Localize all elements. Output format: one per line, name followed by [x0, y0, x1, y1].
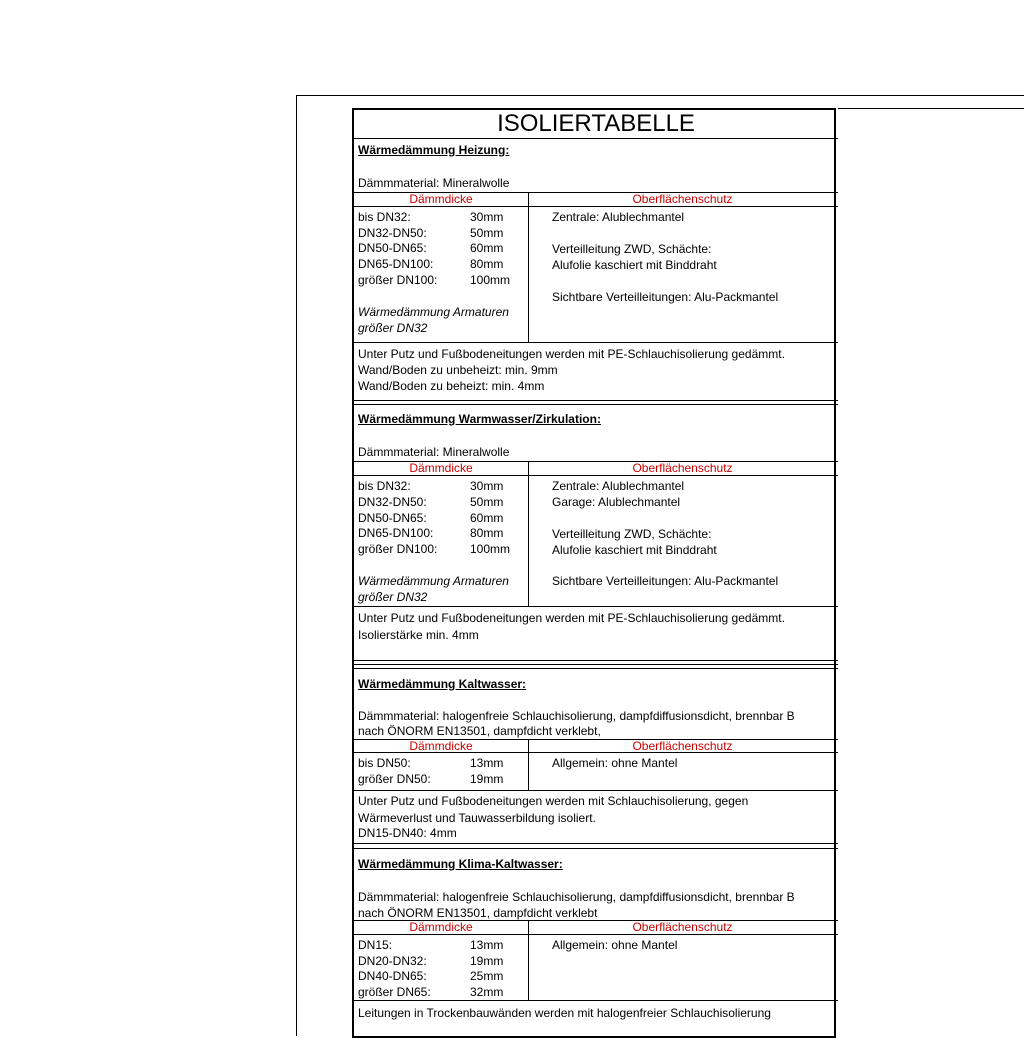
protection-text: Verteilleitung ZWD, Schächte: — [552, 242, 712, 256]
dn-range: DN32-DN50: — [358, 226, 427, 240]
col-header-protection: Oberflächenschutz — [632, 192, 733, 206]
divider — [354, 848, 838, 849]
thickness-value: 30mm — [470, 479, 504, 493]
dn-range: bis DN32: — [358, 210, 411, 224]
protection-text: Alufolie kaschiert mit Binddraht — [552, 258, 717, 272]
divider — [354, 660, 838, 661]
dn-range: DN32-DN50: — [358, 495, 427, 509]
armaturen-label: Wärmedämmung Armaturen — [358, 305, 509, 319]
note-text: Isolierstärke min. 4mm — [358, 628, 479, 642]
dn-range: größer DN100: — [358, 273, 438, 287]
section-heading: Wärmedämmung Kaltwasser: — [358, 677, 527, 691]
page-title: ISOLIERTABELLE — [497, 110, 695, 137]
thickness-value: 13mm — [470, 756, 504, 770]
divider — [354, 404, 838, 405]
col-header-protection: Oberflächenschutz — [632, 461, 733, 475]
col-header-protection: Oberflächenschutz — [632, 920, 733, 934]
thickness-value: 13mm — [470, 938, 504, 952]
note-text: Leitungen in Trockenbauwänden werden mit halogenfreier Schlauchisolierung — [358, 1006, 771, 1020]
dn-range: DN50-DN65: — [358, 511, 427, 525]
protection-text: Garage: Alublechmantel — [552, 495, 681, 509]
protection-text: Sichtbare Verteilleitungen: Alu-Packmantel — [552, 290, 779, 304]
thickness-value: 19mm — [470, 954, 504, 968]
protection-text: Zentrale: Alublechmantel — [552, 210, 685, 224]
material-text: Dämmmaterial: Mineralwolle — [358, 176, 510, 190]
dn-range: größer DN100: — [358, 542, 438, 556]
thickness-value: 100mm — [470, 273, 511, 287]
protection-text: Zentrale: Alublechmantel — [552, 479, 685, 493]
protection-text: Alufolie kaschiert mit Binddraht — [552, 543, 717, 557]
divider — [354, 664, 838, 665]
protection-text: Allgemein: ohne Mantel — [552, 756, 678, 770]
divider — [354, 934, 838, 935]
dn-range: DN65-DN100: — [358, 257, 434, 271]
divider — [354, 790, 838, 791]
note-text: Unter Putz und Fußbodeneitungen werden mit Schlauchisolierung, gegen — [358, 794, 749, 808]
armaturen-label: Wärmedämmung Armaturen — [358, 574, 509, 588]
protection-text: Allgemein: ohne Mantel — [552, 938, 678, 952]
col-header-thickness: Dämmdicke — [409, 192, 473, 206]
material-text: nach ÖNORM EN13501, dampfdicht verklebt, — [358, 724, 601, 738]
thickness-value: 100mm — [470, 542, 511, 556]
protection-text: Sichtbare Verteilleitungen: Alu-Packmantel — [552, 574, 779, 588]
armaturen-label: größer DN32 — [358, 321, 428, 335]
thickness-value: 50mm — [470, 226, 504, 240]
note-text: DN15-DN40: 4mm — [358, 826, 457, 840]
dn-range: DN65-DN100: — [358, 526, 434, 540]
divider — [354, 138, 838, 139]
divider — [354, 606, 838, 607]
note-text: Wand/Boden zu beheizt: min. 4mm — [358, 379, 545, 393]
section-heading: Wärmedämmung Warmwasser/Zirkulation: — [358, 412, 601, 426]
material-text: nach ÖNORM EN13501, dampfdicht verklebt — [358, 906, 598, 920]
dn-range: bis DN32: — [358, 479, 411, 493]
thickness-value: 32mm — [470, 985, 504, 999]
divider — [354, 668, 838, 669]
column-divider — [528, 192, 529, 342]
thickness-value: 80mm — [470, 526, 504, 540]
protection-text: Verteilleitung ZWD, Schächte: — [552, 527, 712, 541]
divider — [354, 206, 838, 207]
divider — [354, 475, 838, 476]
note-text: Unter Putz und Fußbodeneitungen werden mit PE-Schlauchisolierung gedämmt. — [358, 611, 785, 625]
dn-range: DN15: — [358, 938, 393, 952]
column-divider — [528, 461, 529, 606]
section-heading: Wärmedämmung Klima-Kaltwasser: — [358, 857, 563, 871]
divider — [354, 1000, 838, 1001]
note-text: Wand/Boden zu unbeheizt: min. 9mm — [358, 363, 558, 377]
dn-range: größer DN50: — [358, 772, 431, 786]
thickness-value: 25mm — [470, 969, 504, 983]
material-text: Dämmmaterial: halogenfreie Schlauchisolierung, dampfdiffusionsdicht, brennbar B — [358, 890, 795, 904]
material-text: Dämmmaterial: halogenfreie Schlauchisolierung, dampfdiffusionsdicht, brennbar B — [358, 709, 795, 723]
note-text: Wärmeverlust und Tauwasserbildung isoliert. — [358, 811, 596, 825]
thickness-value: 50mm — [470, 495, 504, 509]
dn-range: bis DN50: — [358, 756, 411, 770]
thickness-value: 60mm — [470, 511, 504, 525]
col-header-protection: Oberflächenschutz — [632, 739, 733, 753]
dn-range: DN40-DN65: — [358, 969, 427, 983]
divider — [354, 342, 838, 343]
dn-range: DN20-DN32: — [358, 954, 427, 968]
material-text: Dämmmaterial: Mineralwolle — [358, 445, 510, 459]
thickness-value: 80mm — [470, 257, 504, 271]
armaturen-label: größer DN32 — [358, 590, 428, 604]
dn-range: größer DN65: — [358, 985, 431, 999]
thickness-value: 19mm — [470, 772, 504, 786]
note-text: Unter Putz und Fußbodeneitungen werden mit PE-Schlauchisolierung gedämmt. — [358, 347, 785, 361]
col-header-thickness: Dämmdicke — [409, 461, 473, 475]
divider — [354, 843, 838, 844]
thickness-value: 60mm — [470, 241, 504, 255]
col-header-thickness: Dämmdicke — [409, 739, 473, 753]
col-header-thickness: Dämmdicke — [409, 920, 473, 934]
dn-range: DN50-DN65: — [358, 241, 427, 255]
section-heading: Wärmedämmung Heizung: — [358, 143, 510, 157]
frame-line — [838, 108, 1024, 109]
divider — [354, 400, 838, 401]
thickness-value: 30mm — [470, 210, 504, 224]
